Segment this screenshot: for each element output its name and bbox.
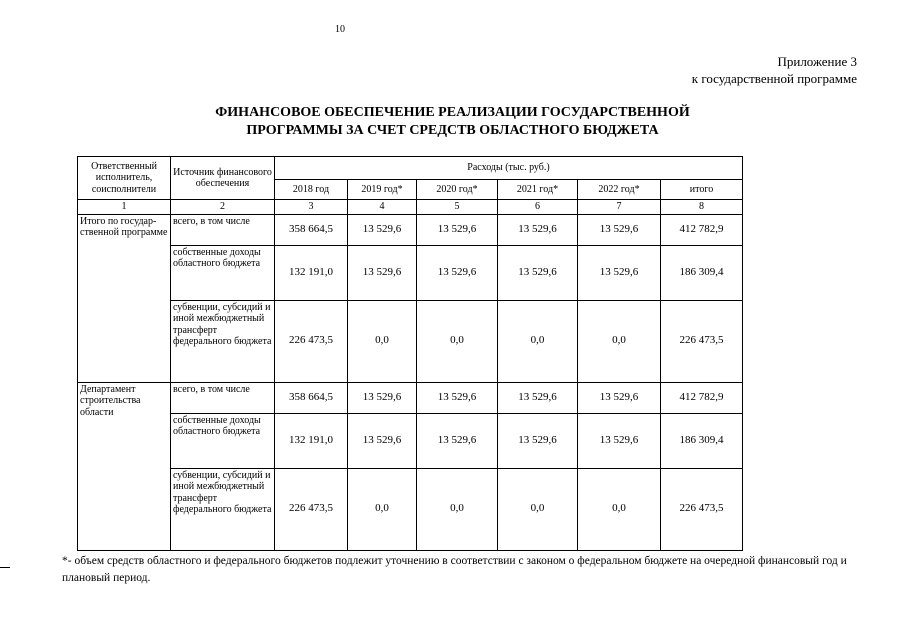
value-cell: 13 529,6 <box>578 245 661 300</box>
value-cell: 186 309,4 <box>661 413 743 468</box>
value-cell: 0,0 <box>498 300 578 382</box>
table-row <box>78 300 743 382</box>
source-cell: собственные доходы областного бюджета <box>171 245 275 300</box>
value-cell: 0,0 <box>348 468 417 550</box>
value-cell: 0,0 <box>498 468 578 550</box>
value-cell: 186 309,4 <box>661 245 743 300</box>
value-cell: 13 529,6 <box>348 382 417 413</box>
header-year-2020: 2020 год* <box>417 180 498 200</box>
header-row-1 <box>78 157 743 180</box>
header-executor: Ответственный исполнитель, соисполнители <box>78 157 171 200</box>
appendix-line-2: к государственной программе <box>691 71 857 86</box>
document-title-line-2: ПРОГРАММЫ ЗА СЧЕТ СРЕДСТВ ОБЛАСТНОГО БЮДЖЕТА <box>246 123 659 138</box>
value-cell: 13 529,6 <box>417 245 498 300</box>
value-cell: 132 191,0 <box>275 413 348 468</box>
executor-cell: Итого по государ-ственной программе <box>78 214 171 382</box>
value-cell: 13 529,6 <box>578 382 661 413</box>
document-title <box>0 104 905 140</box>
value-cell: 13 529,6 <box>417 382 498 413</box>
source-cell: субвенции, субсидий и иной межбюджетный трансферт федерального бюджета <box>171 300 275 382</box>
value-cell: 13 529,6 <box>417 413 498 468</box>
table-row <box>78 245 743 300</box>
column-number-row <box>78 200 743 215</box>
column-number: 6 <box>498 200 578 215</box>
table-row <box>78 413 743 468</box>
value-cell: 13 529,6 <box>348 245 417 300</box>
header-total: итого <box>661 180 743 200</box>
value-cell: 132 191,0 <box>275 245 348 300</box>
margin-mark <box>0 567 10 568</box>
header-year-2022: 2022 год* <box>578 180 661 200</box>
value-cell: 226 473,5 <box>275 468 348 550</box>
value-cell: 412 782,9 <box>661 214 743 245</box>
source-cell: собственные доходы областного бюджета <box>171 413 275 468</box>
value-cell: 226 473,5 <box>275 300 348 382</box>
appendix-line-1: Приложение 3 <box>777 54 857 69</box>
column-number: 3 <box>275 200 348 215</box>
value-cell: 13 529,6 <box>498 413 578 468</box>
value-cell: 226 473,5 <box>661 300 743 382</box>
source-cell: субвенции, субсидий и иной межбюджетный трансферт федерального бюджета <box>171 468 275 550</box>
footnote: *- объем средств областного и федерального бюджетов подлежит уточнению в соответствии с законом о федеральном бюджете на очередной финансовый год и плановый период. <box>62 555 847 584</box>
value-cell: 0,0 <box>348 300 417 382</box>
page-number: 10 <box>335 24 345 35</box>
value-cell: 13 529,6 <box>578 214 661 245</box>
value-cell: 13 529,6 <box>498 214 578 245</box>
column-number: 5 <box>417 200 498 215</box>
value-cell: 358 664,5 <box>275 214 348 245</box>
value-cell: 0,0 <box>417 468 498 550</box>
value-cell: 358 664,5 <box>275 382 348 413</box>
header-year-2021: 2021 год* <box>498 180 578 200</box>
value-cell: 0,0 <box>578 300 661 382</box>
value-cell: 13 529,6 <box>348 214 417 245</box>
header-year-2019: 2019 год* <box>348 180 417 200</box>
column-number: 2 <box>171 200 275 215</box>
header-year-2018: 2018 год <box>275 180 348 200</box>
source-cell: всего, в том числе <box>171 214 275 245</box>
table-row <box>78 468 743 550</box>
value-cell: 0,0 <box>578 468 661 550</box>
executor-cell: Департамент строительства области <box>78 382 171 550</box>
table-row <box>78 382 743 413</box>
document-title-line-1: ФИНАНСОВОЕ ОБЕСПЕЧЕНИЕ РЕАЛИЗАЦИИ ГОСУДАРСТВЕННОЙ <box>215 105 690 120</box>
value-cell: 13 529,6 <box>498 382 578 413</box>
value-cell: 13 529,6 <box>348 413 417 468</box>
column-number: 7 <box>578 200 661 215</box>
value-cell: 0,0 <box>417 300 498 382</box>
column-number: 1 <box>78 200 171 215</box>
header-expenses: Расходы (тыс. руб.) <box>275 157 743 180</box>
value-cell: 13 529,6 <box>578 413 661 468</box>
value-cell: 13 529,6 <box>498 245 578 300</box>
source-cell: всего, в том числе <box>171 382 275 413</box>
appendix-label <box>692 53 857 87</box>
header-source: Источник финансового обеспечения <box>171 157 275 200</box>
value-cell: 412 782,9 <box>661 382 743 413</box>
table-row <box>78 214 743 245</box>
financing-table <box>77 156 743 551</box>
column-number: 4 <box>348 200 417 215</box>
value-cell: 13 529,6 <box>417 214 498 245</box>
value-cell: 226 473,5 <box>661 468 743 550</box>
column-number: 8 <box>661 200 743 215</box>
